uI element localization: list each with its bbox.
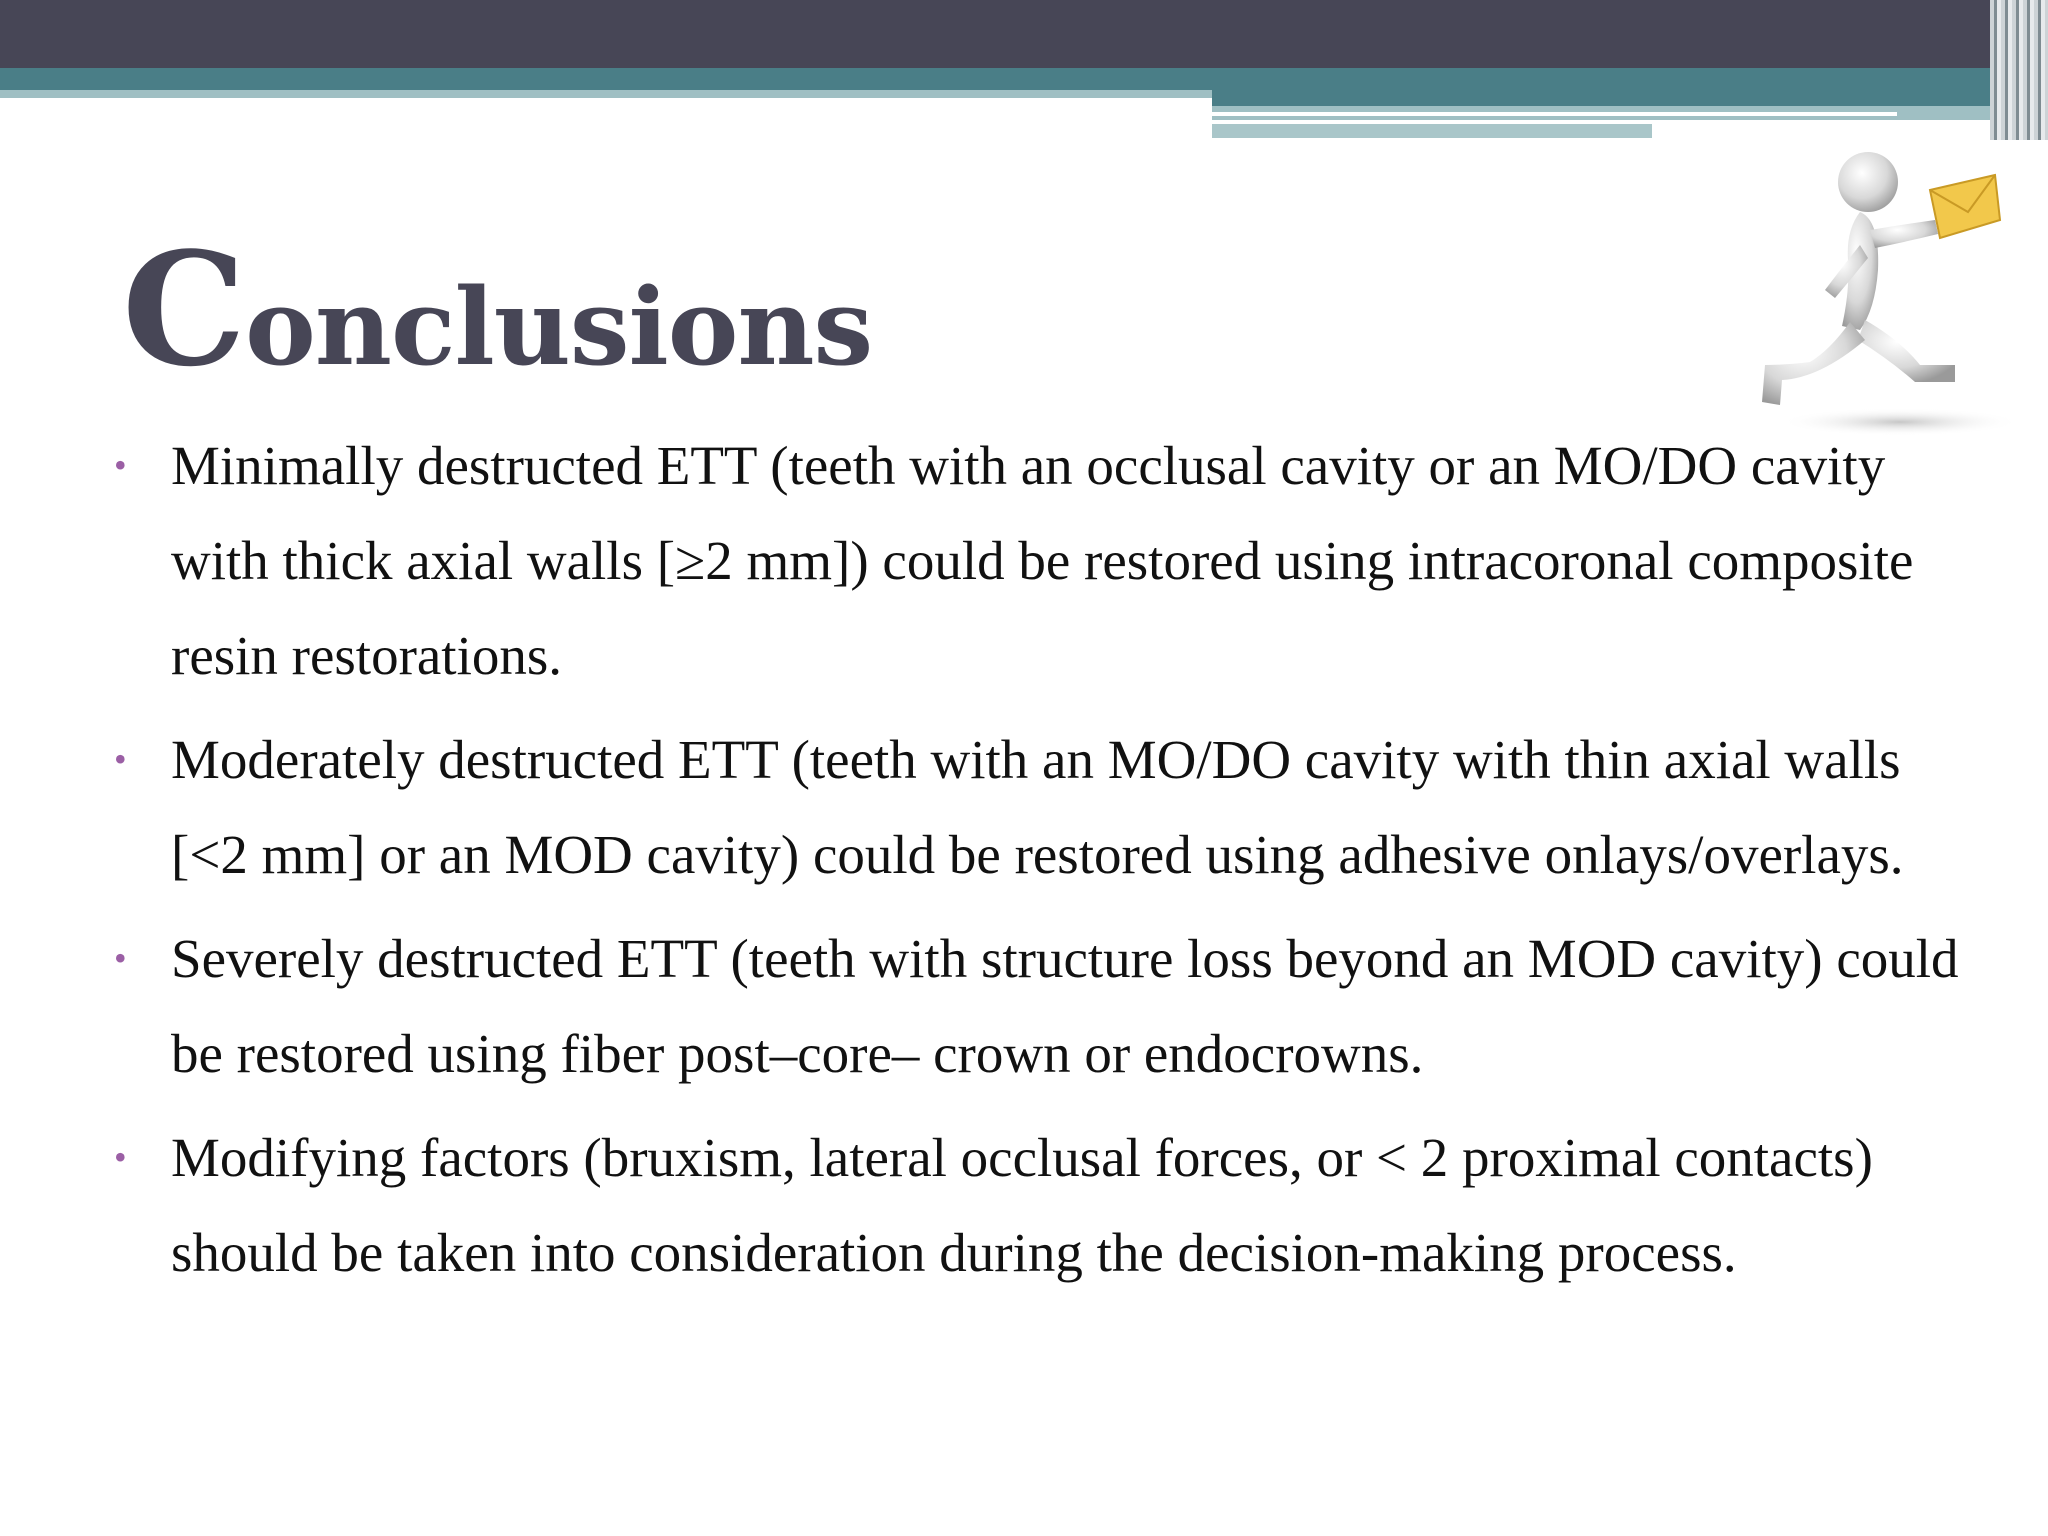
bullet-item <box>112 911 1972 1101</box>
bullet-marker: • <box>114 445 127 485</box>
title-initial: C <box>122 218 246 401</box>
bullet-item <box>112 1110 1972 1300</box>
bullet-list <box>112 418 1972 1309</box>
header-bar-right-thin <box>1212 112 1897 116</box>
bullet-item <box>112 712 1972 902</box>
running-figure-with-envelope-icon <box>1750 150 2020 450</box>
bullet-marker: • <box>114 938 127 978</box>
envelope-icon <box>1930 175 2000 238</box>
bullet-text: Severely destructed ETT (teeth with structure loss beyond an MOD cavity) could be restored using fiber post–core– crown or endocrowns. <box>171 928 1959 1084</box>
header-bar-right-block <box>1212 90 2048 106</box>
bullet-marker: • <box>114 1137 127 1177</box>
header-bar-dark <box>0 0 2048 68</box>
bullet-marker: • <box>114 739 127 779</box>
slide-title <box>122 218 873 401</box>
header-bar-right-lower <box>1212 124 1652 138</box>
bullet-text: Moderately destructed ETT (teeth with an MO/DO cavity with thin axial walls [<2 mm] or an MOD cavity) could be restored using adhesive onlays/overlays. <box>171 729 1904 885</box>
bullet-text: Modifying factors (bruxism, lateral occlusal forces, or < 2 proximal contacts) should be taken into consideration during the decision-making process. <box>171 1127 1873 1283</box>
bullet-text: Minimally destructed ETT (teeth with an occlusal cavity or an MO/DO cavity with thick axial walls [≥2 mm]) could be restored using intracoronal composite resin restorations. <box>171 435 1914 686</box>
title-rest: onclusions <box>245 264 873 389</box>
header-bar-light <box>0 90 1212 98</box>
bullet-item <box>112 418 1972 703</box>
header-stripes <box>1990 0 2048 140</box>
header-bar-teal <box>0 68 2048 90</box>
